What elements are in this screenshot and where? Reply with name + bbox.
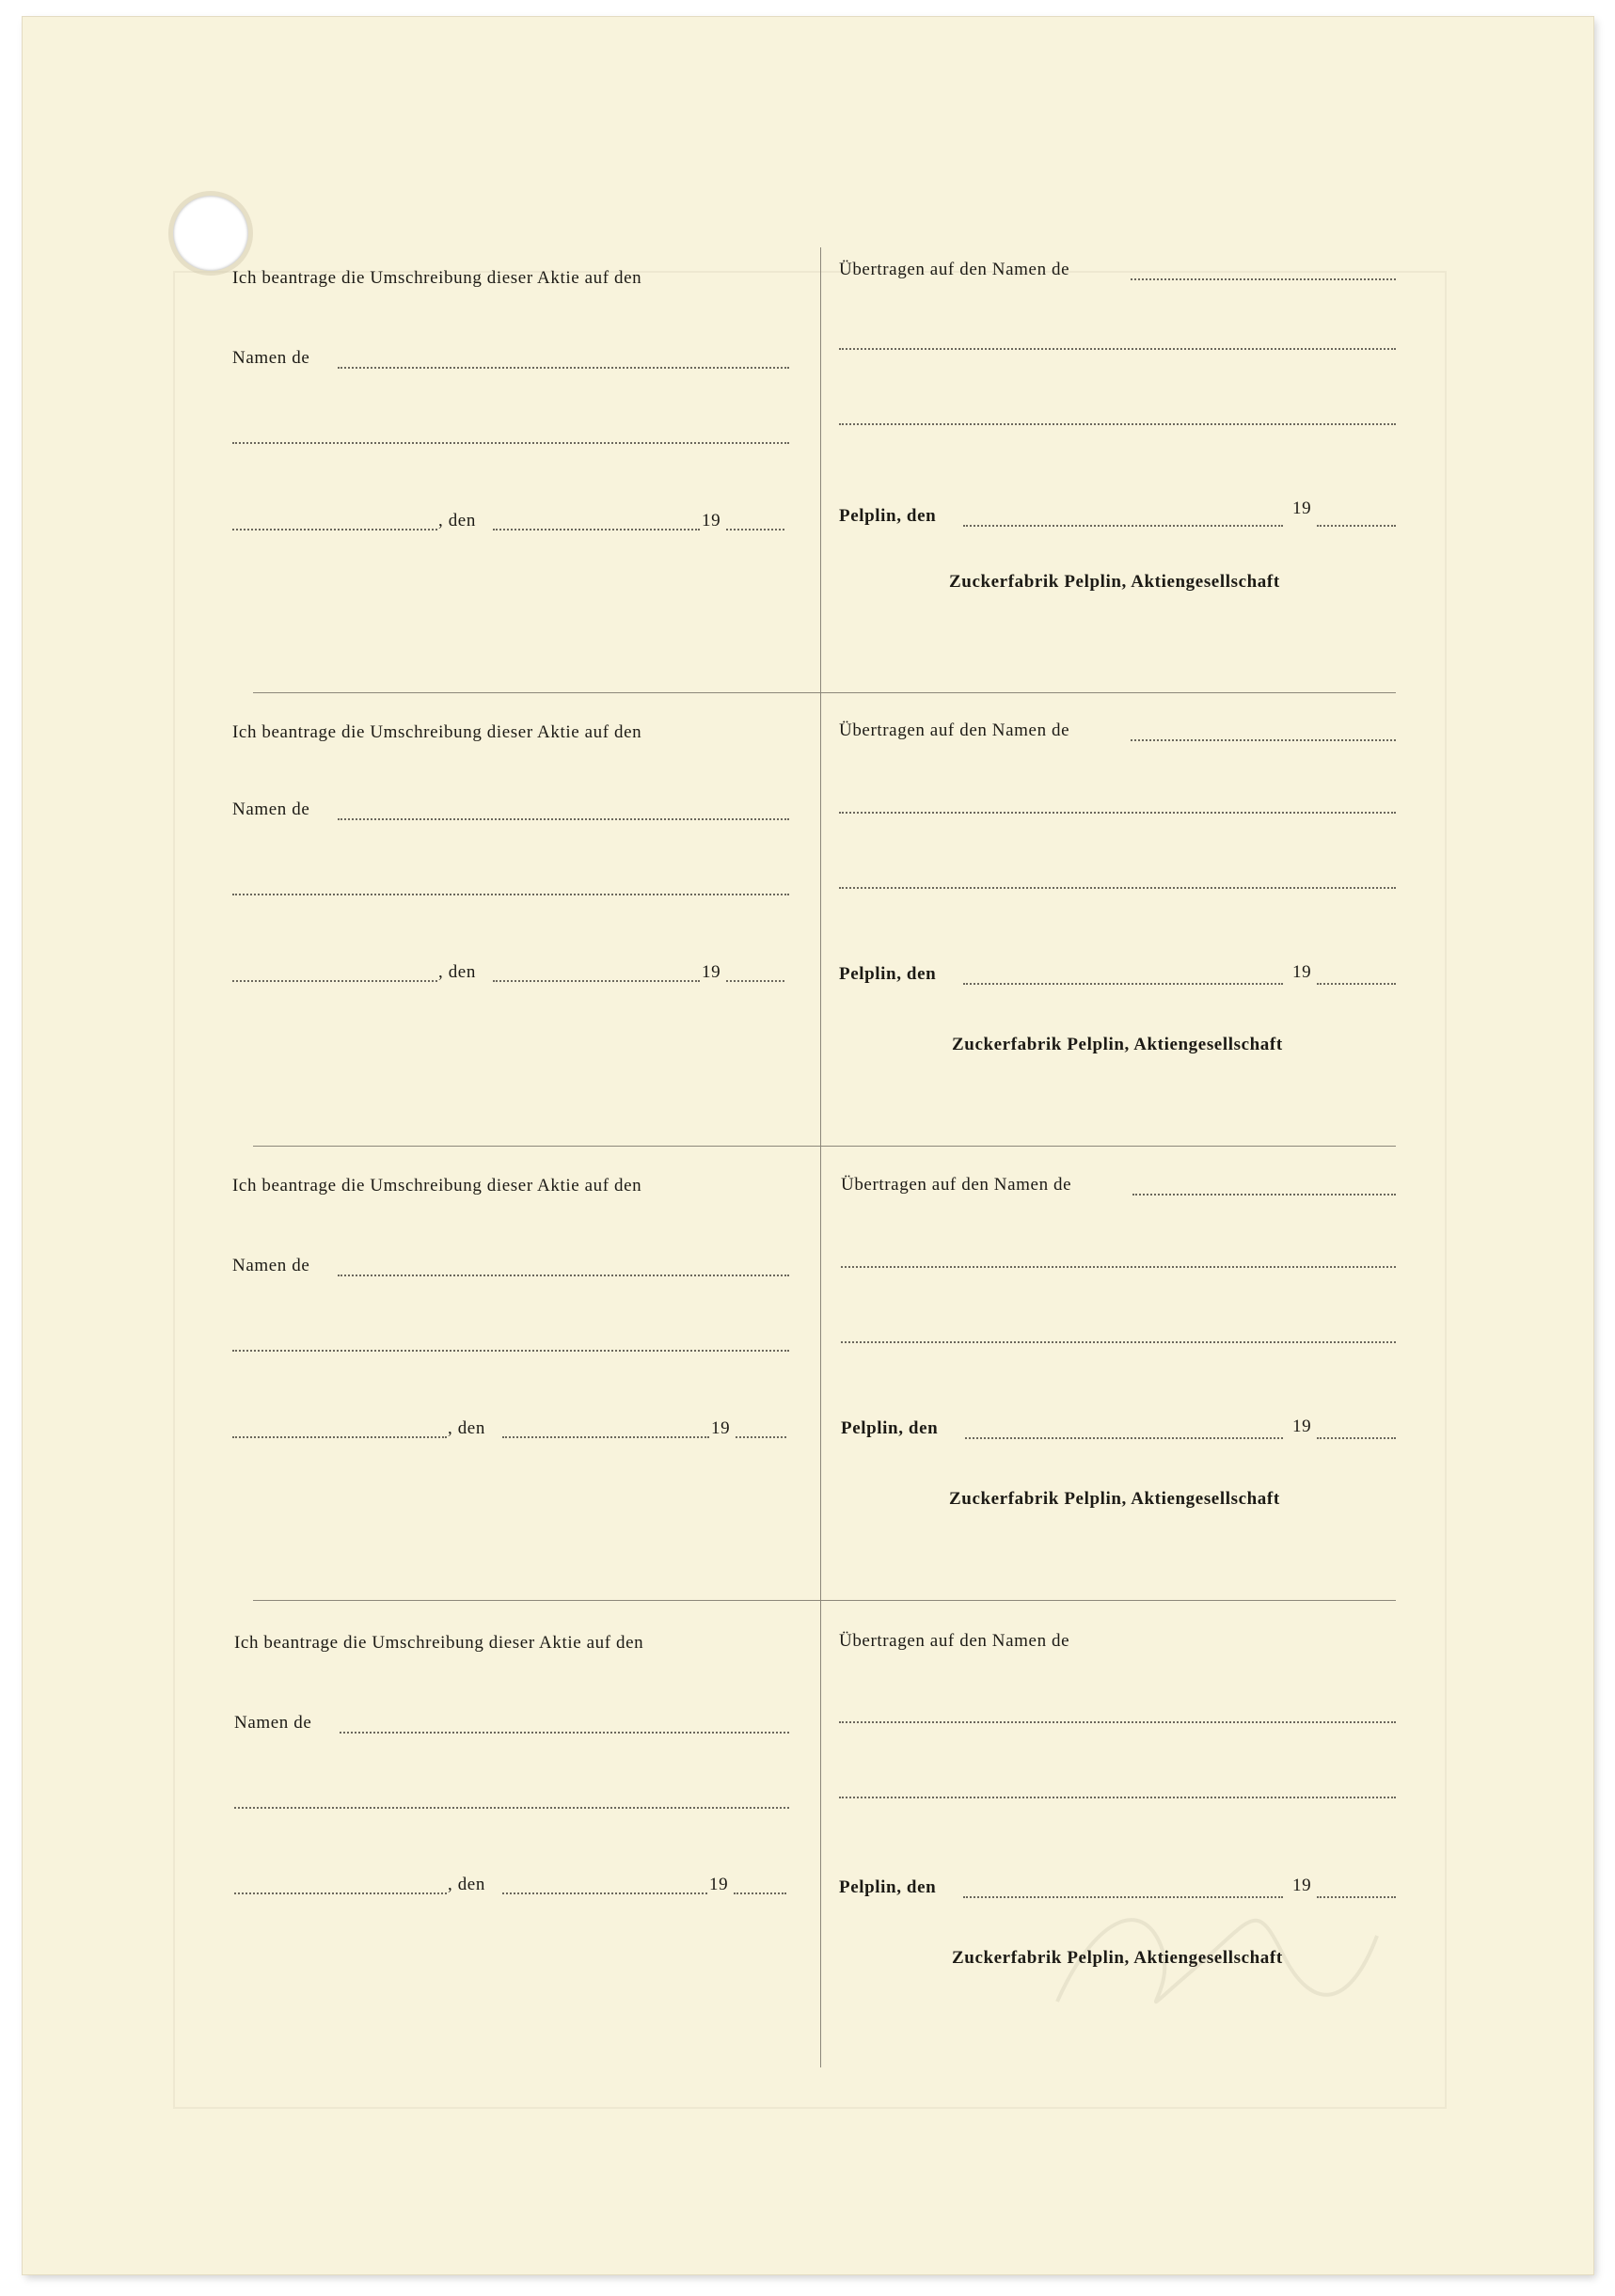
transfer-note: Übertragen auf den Namen de: [839, 1631, 1070, 1651]
name-line[interactable]: [232, 1350, 789, 1352]
endorsement-block: [23, 1381, 1593, 1968]
names-label: Namen de: [232, 348, 310, 368]
transferee-line[interactable]: [1132, 1194, 1396, 1196]
year-prefix: 19: [1292, 499, 1312, 518]
date-line[interactable]: [502, 1892, 707, 1894]
names-label: Namen de: [234, 1713, 312, 1733]
year-prefix: 19: [1292, 1876, 1312, 1895]
transferee-line[interactable]: [841, 1341, 1396, 1343]
endorsement-block: [23, 17, 1593, 592]
year-prefix: 19: [702, 962, 721, 982]
place-date-label: Pelplin, den: [839, 1877, 937, 1897]
name-line[interactable]: [234, 1807, 789, 1809]
transferee-line[interactable]: [839, 887, 1396, 889]
transferee-line[interactable]: [1131, 739, 1396, 741]
transferee-line[interactable]: [1131, 278, 1396, 280]
transfer-note: Übertragen auf den Namen de: [839, 720, 1070, 740]
date-line[interactable]: [963, 1896, 1283, 1898]
place-date-label: Pelplin, den: [841, 1418, 939, 1438]
name-line[interactable]: [232, 894, 789, 895]
place-line[interactable]: [234, 1892, 447, 1894]
company-name: Zuckerfabrik Pelplin, Aktiengesellschaft: [949, 1489, 1280, 1509]
share-certificate-back: [23, 17, 1593, 2274]
transferee-line[interactable]: [839, 348, 1396, 350]
transferee-line[interactable]: [839, 1721, 1396, 1723]
name-line[interactable]: [338, 1275, 789, 1276]
place-date-label: Pelplin, den: [839, 964, 937, 984]
place-date-label: Pelplin, den: [839, 506, 937, 526]
transfer-request: Ich beantrage die Umschreibung dieser Aktie auf den: [232, 1176, 642, 1196]
company-name: Zuckerfabrik Pelplin, Aktiengesellschaft: [952, 1035, 1283, 1054]
transfer-request: Ich beantrage die Umschreibung dieser Aktie auf den: [232, 722, 642, 742]
names-label: Namen de: [232, 1256, 310, 1275]
year-prefix: 19: [702, 511, 721, 530]
transferee-line[interactable]: [839, 812, 1396, 814]
year-line[interactable]: [1317, 1896, 1396, 1898]
company-name: Zuckerfabrik Pelplin, Aktiengesellschaft: [952, 1948, 1283, 1968]
year-prefix: 19: [709, 1875, 729, 1894]
transferee-line[interactable]: [839, 423, 1396, 425]
name-line[interactable]: [340, 1732, 789, 1734]
name-line[interactable]: [338, 367, 789, 369]
name-line[interactable]: [232, 442, 789, 444]
transferee-line[interactable]: [841, 1266, 1396, 1268]
names-label: Namen de: [232, 800, 310, 819]
transferee-line[interactable]: [839, 1797, 1396, 1798]
transfer-request: Ich beantrage die Umschreibung dieser Aktie auf den: [232, 268, 642, 288]
date-label: , den: [438, 511, 476, 530]
year-prefix: 19: [1292, 962, 1312, 982]
endorsement-block: [23, 925, 1593, 1509]
company-name: Zuckerfabrik Pelplin, Aktiengesellschaft: [949, 572, 1280, 592]
date-label: , den: [448, 1418, 485, 1438]
endorsement-block: [23, 470, 1593, 1054]
name-line[interactable]: [338, 818, 789, 820]
transfer-note: Übertragen auf den Namen de: [841, 1175, 1072, 1195]
year-prefix: 19: [1292, 1417, 1312, 1436]
year-line[interactable]: [734, 1892, 786, 1894]
transfer-note: Übertragen auf den Namen de: [839, 260, 1070, 279]
date-label: , den: [448, 1875, 485, 1894]
year-prefix: 19: [711, 1418, 731, 1438]
transfer-request: Ich beantrage die Umschreibung dieser Aktie auf den: [234, 1633, 644, 1653]
date-label: , den: [438, 962, 476, 982]
